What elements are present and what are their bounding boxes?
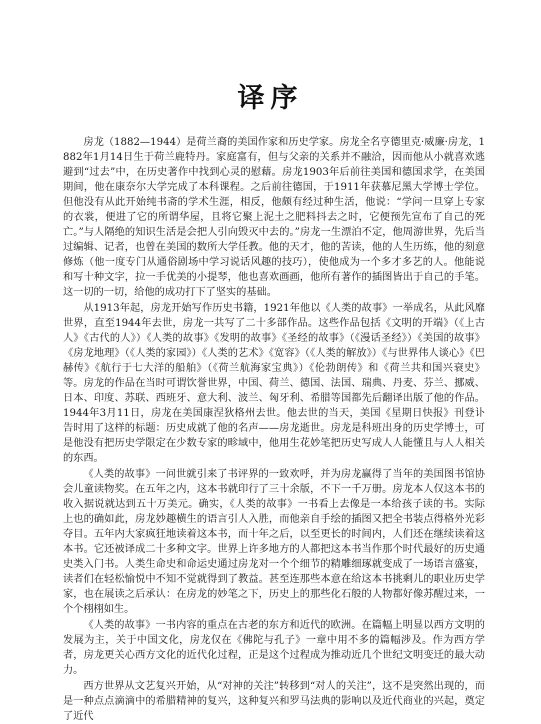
paragraph-1: 房龙（1882—1944）是荷兰裔的美国作家和历史学家。房龙全名亨德里克·威廉·房龙，1882年1月14日生于荷兰鹿特丹。家庭富有，但与父亲的关系并不融洽，因而他从小就喜欢逃避到“过去”中，在历史著作中找到心灵的慰藉。房龙1903年后前往美国和德国求学，在美国期间，他在康奈尔大学完成了本科课程。之后前往德国，于1911年获慕尼黑大学博士学位。但他没有从此开始纯书斋的学术生涯，相反，他颇有经过种生活，他说：“学问一旦穿上专家的衣裳，便进了它的所谓华屋，且将它聚上泥土之肥料抖去之时，它便预先宣布了自己的死亡。”与人隔绝的知识生活是会把人引向毁灭中去的。”房龙一生漂泊不定，他周游世界，先后当过编辑、记者，也曾在美国的数所大学任教。他的天才，他的苦读，他的人生历练，他的刻意修炼（他一度专门从通俗剧场中学习说话风趣的技巧），使他成为一个多才多艺的人。他能说和写十种文字，拉一手优美的小提琴，他也喜欢画画，他所有著作的插图皆出于自己的手笔。这一切的一切，给他的成功打下了坚实的基础。 (63, 137, 485, 298)
paragraph-4: 《人类的故事》一书内容的重点在古老的东方和近代的欧洲。在篇幅上明显以西方文明的发展为主，关于中国文化，房龙仅在《佛陀与孔子》一章中用不多的篇幅涉及。作为西方学者，房龙更关心西方文化的近代化过程，正是这个过程成为推动近几个世纪文明变迁的最大动力。 (63, 620, 485, 676)
page-title: 译序 (237, 83, 304, 114)
paragraph-3: 《人类的故事》一问世就引来了书评界的一致欢呼，并为房龙赢得了当年的美国图书馆协会儿童读物奖。在五年之内，这本书就印行了三十余版，不下一千万册。房龙本人仅这本书的收入据说就达到五十万美元。确实，《人类的故事》一书看上去像是一本给孩子读的书。实际上也的确如此，房龙妙趣横生的语言引人入胜，而他亲自手绘的插图又把全书装点得格外光彩夺目。五年内大家疯狂地读着这本书，而十年之后，以至更长的时间内，人们还在继续读着这本书。它还被译成二十多种文字。世界上许多地方的人都把这本书当作那个时代最好的历史通史类入门书。人类生命史和命运史通过房龙对一个个细节的精雕细琢就变成了一场语言盛宴，读者们在轻松愉悦中不知不觉就得到了教益。甚至连那些本意在给这本书挑剩儿的职业历史学家，也在展读之后承认：在房龙的妙笔之下，历史上的那些化石般的人物都好像苏醒过来，一个个栩栩如生。 (63, 469, 485, 615)
paragraph-5: 西方世界从文艺复兴开始，从“对神的关注”转移到“对人的关注”，这不是突然出现的，而是一种点点滴滴中的希腊精神的复兴，这种复兴和罗马法典的影响以及近代商业的兴起，奠定了近代 (63, 681, 485, 722)
paragraph-2: 从1913年起，房龙开始写作历史书籍，1921年他以《人类的故事》一举成名，从此风靡世界，直至1944年去世，房龙一共写了二十多部作品。这些作品包括《文明的开端》（《上古人》《古代的人》）《人类的故事》《发明的故事》《圣经的故事》（《漫话圣经》）《美国的故事》《房龙地理》（《人类的家园》）《人类的艺术》《宽容》（《人类的解放》）《与世界伟人谈心》《巴赫传》《航行于七大洋的船舶》（《荷兰航海家宝典》）《伦勃朗传》和《荷兰共和国兴衰史》等。房龙的作品在当时可谓饮誉世界，中国、荷兰、德国、法国、瑞典、丹麦、芬兰、挪威、日本、印度、苏联、西班牙、意大利、波兰、匈牙利、希腊等国都先后翻译出版了他的作品。1944年3月11日，房龙在美国康涅狄格州去世。他去世的当天，美国《星期日快报》刊登讣告时用了这样的标题：历史成就了他的名声——房龙逝世。房龙是科班出身的历史学博士，可是他没有把历史学限定在少数专家的畛域中，他用生花妙笔把历史写成人人能懂且与人人相关的东西。 (63, 303, 485, 464)
document-body (63, 135, 485, 724)
